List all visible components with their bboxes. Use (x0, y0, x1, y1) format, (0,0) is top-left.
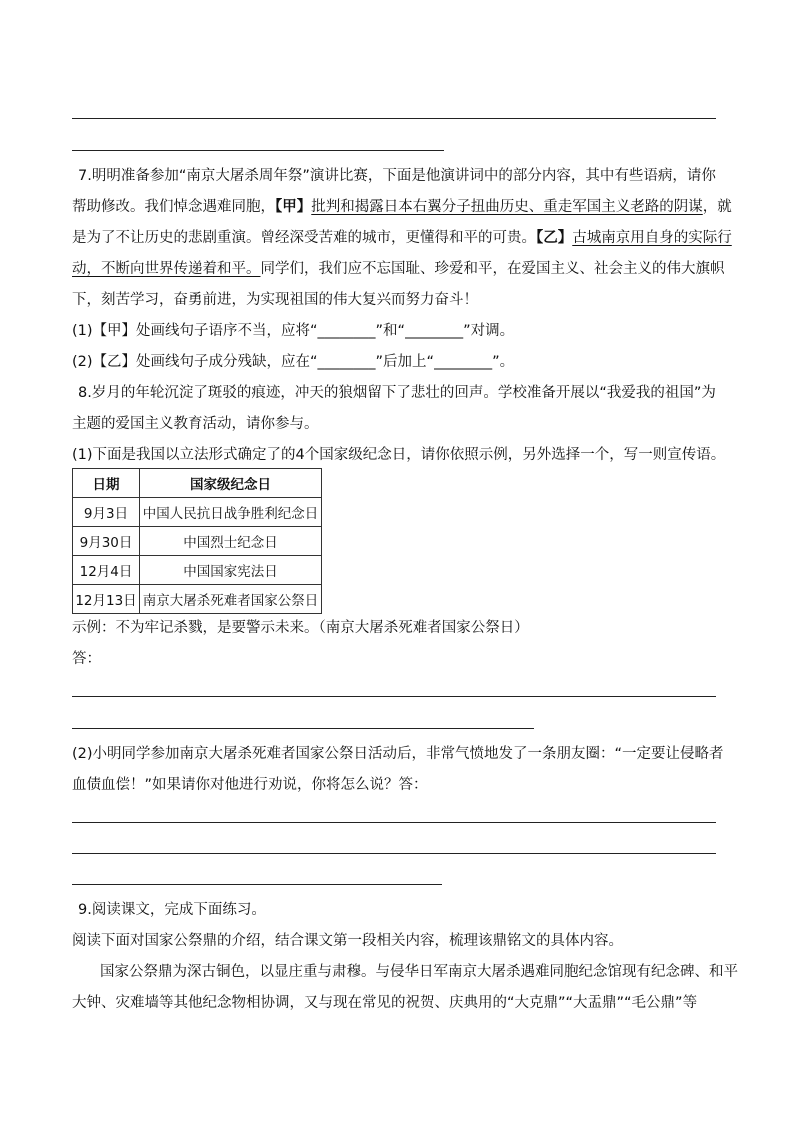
answer-line (72, 696, 716, 697)
table-cell-memorial-day: 中国国家宪法日 (140, 556, 322, 585)
table-header-row (73, 469, 322, 498)
table-cell-date: 9月3日 (73, 498, 140, 527)
table-cell-date: 12月4日 (73, 556, 140, 585)
answer-line (72, 884, 442, 885)
answer-line (72, 728, 534, 729)
table-row (73, 498, 322, 527)
answer-line (72, 853, 716, 854)
q8-sub2-line-1: (2)小明同学参加南京大屠杀死难者国家公祭日活动后，非常气愤地发了一条朋友圈：“一定要让侵略者 (72, 746, 724, 762)
q8-line-3: (1)下面是我国以立法形式确定了的4个国家级纪念日，请你依照示例，另外选择一个，写一则宣传语。 (72, 447, 726, 463)
mark-jia: 【甲】 (275, 199, 312, 215)
yi-underlined-sentence-part-2: 动，不断向世界传递着和平。 (72, 261, 261, 277)
answer-line (72, 822, 716, 823)
q7-line-5: 下，刻苦学习，奋勇前进，为实现祖国的伟大复兴而努力奋斗！ (72, 292, 478, 308)
mark-yi: 【乙】 (536, 230, 573, 246)
q8-example: 示例：不为牢记杀戮，是要警示未来。（南京大屠杀死难者国家公祭日） (72, 620, 529, 636)
q8-line-1: 8.岁月的年轮沉淀了斑驳的痕迹，冲天的狼烟留下了悲壮的回声。学校准备开展以“我爱我的祖国”为 (78, 385, 716, 401)
table-header-memorial-day: 国家级纪念日 (140, 469, 322, 498)
table-row (73, 585, 322, 614)
q7-line-4: 动，不断向世界传递着和平。同学们，我们应不忘国耻、珍爱和平，在爱国主义、社会主义的伟大旗帜 (72, 261, 725, 277)
yi-underlined-sentence-part-1: 古城南京用自身的实际行 (572, 230, 732, 246)
answer-line (72, 150, 444, 151)
q9-passage-line-2: 大钟、灾难墙等其他纪念物相协调，又与现在常见的祝贺、庆典用的“大克鼎”“大盂鼎”“毛公鼎”等 (72, 995, 698, 1011)
q9-line-2: 阅读下面对国家公祭鼎的介绍，结合课文第一段相关内容，梳理该鼎铭文的具体内容。 (72, 933, 623, 949)
jia-underlined-sentence: 批判和揭露日本右翼分子扭曲历史、重走军国主义老路的阴谋 (311, 199, 703, 215)
table-header-date: 日期 (73, 469, 140, 498)
table-cell-memorial-day: 南京大屠杀死难者国家公祭日 (140, 585, 322, 614)
q7-line-3: 是为了不让历史的悲剧重演。曾经深受苦难的城市，更懂得和平的可贵。【乙】古城南京用自身的实际行 (72, 230, 732, 246)
q7-sub-1: (1)【甲】处画线句子语序不当，应将“________”和“________”对调。 (72, 323, 515, 339)
q8-line-2: 主题的爱国主义教育活动，请你参与。 (72, 416, 319, 432)
q7-line-2: 帮助修改。我们悼念遇难同胞，【甲】批判和揭露日本右翼分子扭曲历史、重走军国主义老路的阴谋，就 (72, 199, 732, 215)
q7-line-1: 7.明明准备参加“南京大屠杀周年祭”演讲比赛，下面是他演讲词中的部分内容，其中有些语病，请你 (78, 168, 716, 184)
q7-sub-2: (2)【乙】处画线句子成分残缺，应在“________”后加上“________”。 (72, 354, 515, 370)
table-cell-date: 9月30日 (73, 527, 140, 556)
table-cell-memorial-day: 中国人民抗日战争胜利纪念日 (140, 498, 322, 527)
q8-sub2-line-2: 血债血偿！”如果请你对他进行劝说，你将怎么说？答： (72, 777, 428, 793)
q8-answer-label: 答： (72, 651, 101, 667)
table-row (73, 556, 322, 585)
table-row (73, 527, 322, 556)
table-cell-date: 12月13日 (73, 585, 140, 614)
table-cell-memorial-day: 中国烈士纪念日 (140, 527, 322, 556)
q9-passage-line-1: 国家公祭鼎为深古铜色，以显庄重与肃穆。与侵华日军南京大屠杀遇难同胞纪念馆现有纪念碑、和平 (100, 964, 738, 980)
q9-line-1: 9.阅读课文，完成下面练习。 (78, 902, 266, 918)
answer-line (72, 118, 716, 119)
memorial-days-table (72, 468, 322, 614)
